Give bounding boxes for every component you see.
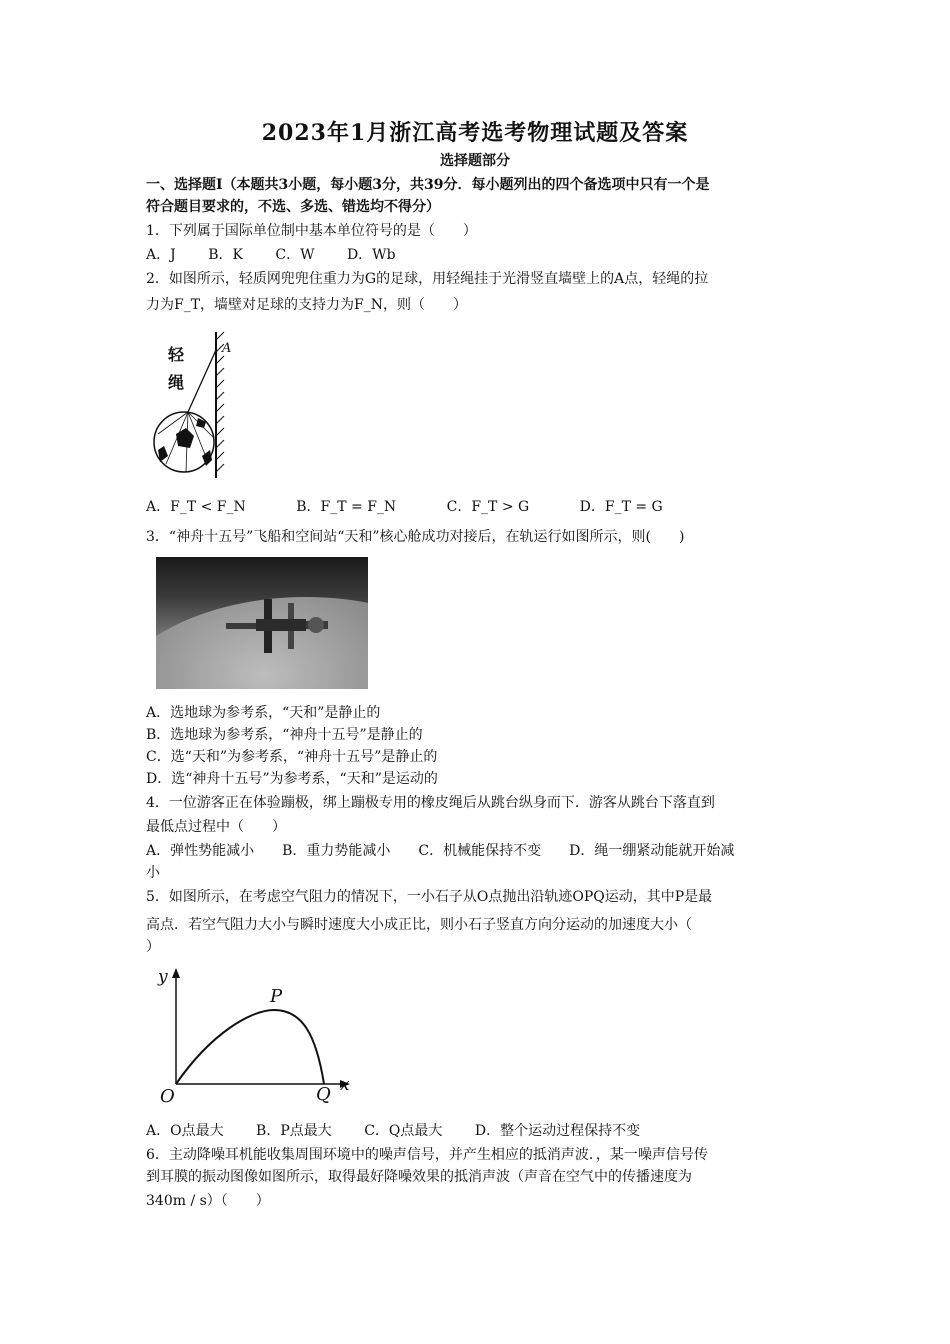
q6-stem-line3: 340m / s）（ ） <box>146 1193 270 1209</box>
q5-option-d: D．整个运动过程保持不变 <box>474 1123 641 1139</box>
q2-option-a: A．F_T < F_N <box>146 499 246 515</box>
q2-label-rope-2: 绳 <box>168 373 185 392</box>
q2-option-d: D．F_T = G <box>579 499 663 515</box>
q5-trajectory-figure <box>152 962 364 1112</box>
q5-stem-line3: ） <box>146 939 160 955</box>
q4-stem-line2: 最低点过程中（ ） <box>146 819 286 835</box>
section-instructions-line1: 一、选择题Ⅰ（本题共3小题，每小题3分，共39分．每小题列出的四个备选项中只有一个是 <box>146 177 710 193</box>
q1-option-d: D．Wb <box>346 247 396 263</box>
q2-label-point-a: A <box>222 341 232 356</box>
q1-stem: 1．下列属于国际单位制中基本单位符号的是（ ） <box>146 223 477 239</box>
q3-stem: 3．“神舟十五号”飞船和空间站“天和”核心舱成功对接后，在轨运行如图所示，则( ) <box>146 529 685 545</box>
q3-space-station-photo <box>156 557 368 689</box>
q1-option-b: B．K <box>208 247 243 263</box>
q5-label-p: P <box>270 986 283 1007</box>
q5-stem-line1: 5．如图所示，在考虑空气阻力的情况下，一小石子从O点抛出沿轨迹OPQ运动，其中P是最 <box>146 889 713 905</box>
q2-label-rope-1: 轻 <box>168 345 185 364</box>
section-instructions-line2: 符合题目要求的，不选、多选、错选均不得分） <box>146 199 440 215</box>
q1-options <box>146 246 424 264</box>
q3-option-c: C．选“天和”为参考系，“神舟十五号”是静止的 <box>146 749 438 765</box>
q4-options-line1: A．弹性势能减小 B．重力势能减小 C．机械能保持不变 D．绳一绷紧动能就开始减 <box>146 843 735 859</box>
q5-label-x: x <box>340 1075 350 1095</box>
q5-label-o: O <box>160 1086 175 1107</box>
q5-label-y: y <box>158 967 168 987</box>
q2-option-b: B．F_T = F_N <box>296 499 397 515</box>
q2-stem-line2: 力为F_T，墙壁对足球的支持力为F_N，则（ ） <box>146 297 468 313</box>
q5-stem-line2: 高点．若空气阻力大小与瞬时速度大小成正比，则小石子竖直方向分运动的加速度大小（ <box>146 917 692 933</box>
q5-label-q: Q <box>316 1084 331 1105</box>
q2-stem-line1: 2．如图所示，轻质网兜兜住重力为G的足球，用轻绳挂于光滑竖直墙壁上的A点，轻绳的拉 <box>146 271 709 287</box>
page-title: 2023年1月浙江高考选考物理试题及答案 <box>261 120 689 146</box>
q3-option-a: A．选地球为参考系，“天和”是静止的 <box>146 705 381 721</box>
q2-options <box>146 498 691 516</box>
q5-option-c: C．Q点最大 <box>364 1123 443 1139</box>
q5-options <box>146 1122 668 1140</box>
q1-option-a: A．J <box>146 247 176 263</box>
section-subtitle: 选择题部分 <box>440 153 510 169</box>
q3-option-d: D．选“神舟十五号”为参考系，“天和”是运动的 <box>146 771 438 787</box>
q2-option-c: C．F_T > G <box>446 499 530 515</box>
q6-stem-line2: 到耳膜的振动图像如图所示，取得最好降噪效果的抵消声波（声音在空气中的传播速度为 <box>146 1169 692 1185</box>
q4-stem-line1: 4．一位游客正在体验蹦极，绑上蹦极专用的橡皮绳后从跳台纵身而下．游客从跳台下落直到 <box>146 795 715 811</box>
space-station-image <box>196 597 346 657</box>
q5-option-a: A．O点最大 <box>146 1123 224 1139</box>
q6-stem-line1: 6．主动降噪耳机能收集周围环境中的噪声信号，并产生相应的抵消声波．，某一噪声信号传 <box>146 1147 708 1163</box>
q1-option-c: C．W <box>275 247 315 263</box>
q4-options-line2: 小 <box>146 865 160 881</box>
q3-option-b: B．选地球为参考系，“神舟十五号”是静止的 <box>146 727 423 743</box>
q5-option-b: B．P点最大 <box>256 1123 332 1139</box>
